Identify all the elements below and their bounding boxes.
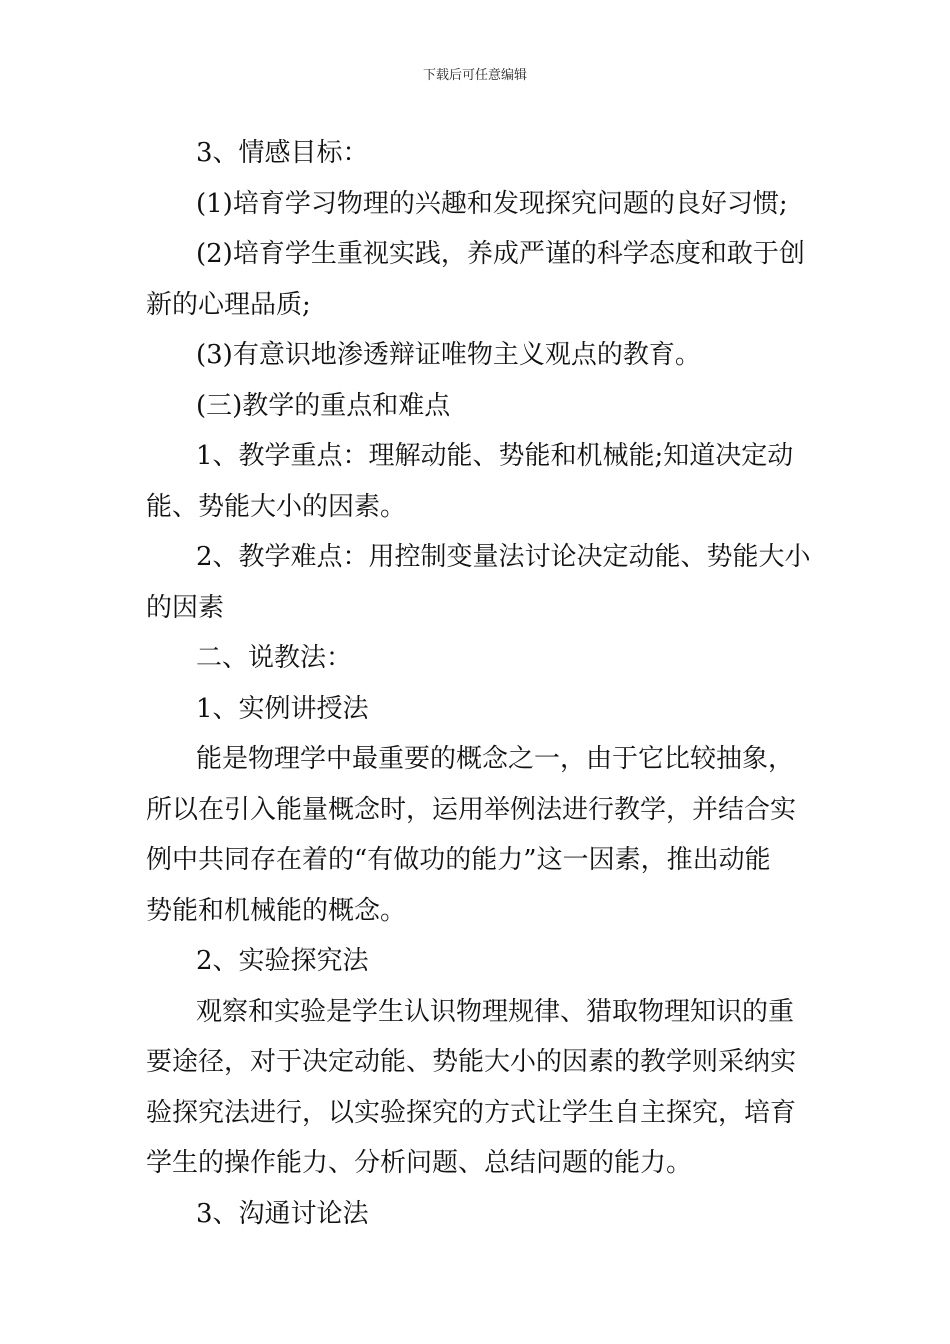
paragraph-line: 验探究法进行，以实验探究的方式让学生自主探究，培育 <box>146 1097 797 1128</box>
paragraph-line: 1、教学重点：理解动能、势能和机械能;知道决定动 <box>196 441 794 471</box>
paragraph-line: (1)培育学习物理的兴趣和发现探究问题的良好习惯; <box>196 188 788 219</box>
paragraph-line: 能、势能大小的因素。 <box>146 491 407 522</box>
section-heading-teaching-methods: 二、说教法： <box>196 643 353 673</box>
heading-affective-goals: 3、情感目标： <box>196 138 369 168</box>
paragraph-line: 的因素 <box>146 592 225 623</box>
paragraph-line: 能是物理学中最重要的概念之一，由于它比较抽象， <box>196 744 795 774</box>
paragraph-line: (3)有意识地渗透辩证唯物主义观点的教育。 <box>196 340 701 370</box>
paragraph-line: 观察和实验是学生认识物理规律、猎取物理知识的重 <box>196 996 795 1027</box>
paragraph-line: 所以在引入能量概念时，运用举例法进行教学，并结合实 <box>146 794 797 825</box>
paragraph-line: 新的心理品质; <box>146 289 311 320</box>
paragraph-line: 学生的操作能力、分析问题、总结问题的能力。 <box>146 1148 693 1178</box>
section-heading-key-points: (三)教学的重点和难点 <box>196 390 451 421</box>
paragraph-line: 要途径，对于决定动能、势能大小的因素的教学则采纳实 <box>146 1047 797 1077</box>
page-header: 下载后可任意编辑 <box>422 68 527 83</box>
paragraph-line: 势能和机械能的概念。 <box>146 895 407 926</box>
subheading-example-method: 1、实例讲授法 <box>196 693 369 724</box>
paragraph-line: 例中共同存在着的“有做功的能力”这一因素，推出动能 <box>146 845 771 875</box>
subheading-experiment-method: 2、实验探究法 <box>196 946 369 976</box>
paragraph-line: (2)培育学生重视实践，养成严谨的科学态度和敢于创 <box>196 239 805 269</box>
document-body <box>146 128 811 1239</box>
paragraph-line: 2、教学难点：用控制变量法讨论决定动能、势能大小 <box>196 542 811 572</box>
subheading-discussion-method: 3、沟通讨论法 <box>196 1198 369 1229</box>
